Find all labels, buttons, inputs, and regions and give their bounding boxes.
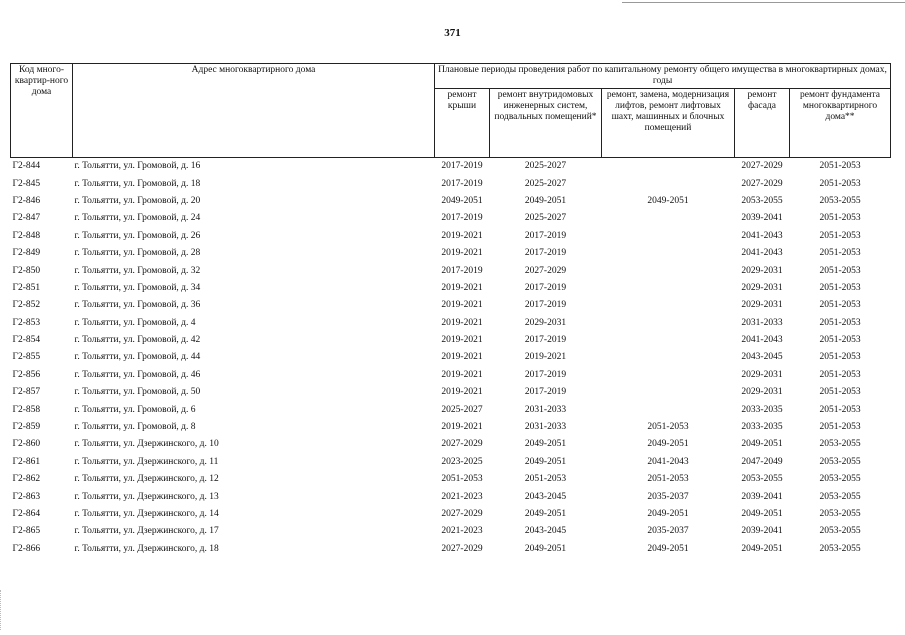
cell-lifts: 2049-2051: [647, 543, 689, 554]
cell-engineering: 2017-2019: [524, 230, 567, 241]
cell-roof: 2017-2019: [441, 213, 483, 224]
cell-code: Г2-848: [12, 230, 41, 241]
cell-facade: 2029-2031: [741, 387, 783, 398]
table-row: [11, 384, 891, 401]
cell-roof: 2021-2023: [441, 491, 483, 502]
cell-address: г. Тольятти, ул. Громовой, д. 28: [74, 248, 201, 259]
cell-facade: 2027-2029: [741, 161, 783, 172]
cell-lifts: 2049-2051: [647, 509, 689, 519]
cell-code: Г2-849: [12, 248, 41, 259]
cell-address: г. Тольятти, ул. Дзержинского, д. 14: [74, 509, 219, 519]
cell-engineering: 2025-2027: [524, 178, 567, 189]
table-row: [11, 280, 891, 297]
cell-code: Г2-855: [12, 352, 41, 363]
cell-engineering: 2029-2031: [524, 317, 567, 328]
cell-engineering: 2043-2045: [524, 491, 567, 502]
cell-address: г. Тольятти, ул. Громовой, д. 18: [74, 178, 201, 189]
cell-engineering: 2017-2019: [524, 335, 567, 346]
cell-roof: 2021-2023: [441, 526, 483, 537]
cell-foundation: 2051-2053: [819, 422, 861, 433]
cell-facade: 2039-2041: [741, 526, 783, 537]
cell-foundation: 2053-2055: [819, 491, 861, 502]
cell-roof: 2019-2021: [441, 317, 483, 328]
cell-lifts: 2049-2051: [647, 439, 689, 450]
cell-address: г. Тольятти, ул. Дзержинского, д. 17: [74, 526, 219, 537]
cell-facade: 2039-2041: [741, 491, 783, 502]
cell-foundation: 2051-2053: [819, 178, 861, 189]
cell-engineering: 2025-2027: [524, 213, 567, 224]
cell-address: г. Тольятти, ул. Громовой, д. 50: [74, 387, 201, 398]
cell-engineering: 2019-2021: [524, 352, 567, 363]
cell-code: Г2-850: [12, 265, 41, 276]
table-row: [11, 488, 891, 505]
cell-code: Г2-862: [12, 474, 41, 485]
cell-foundation: 2051-2053: [819, 161, 861, 172]
cell-roof: 2025-2027: [441, 404, 483, 415]
cell-lifts: 2035-2037: [647, 491, 689, 502]
cell-address: г. Тольятти, ул. Дзержинского, д. 12: [74, 474, 219, 485]
table-row: [11, 401, 891, 418]
cell-address: г. Тольятти, ул. Громовой, д. 8: [74, 422, 196, 433]
table-row: [11, 175, 891, 192]
cell-roof: 2019-2021: [441, 248, 483, 259]
cell-roof: 2017-2019: [441, 161, 483, 172]
cell-facade: 2041-2043: [741, 248, 783, 259]
cell-roof: 2051-2053: [441, 474, 483, 485]
cell-lifts: [602, 210, 735, 227]
cell-code: Г2-846: [12, 195, 41, 206]
cell-roof: 2019-2021: [441, 369, 483, 380]
cell-lifts: [602, 315, 735, 332]
cell-address: г. Тольятти, ул. Громовой, д. 44: [74, 352, 201, 363]
cell-engineering: 2049-2051: [524, 509, 567, 519]
cell-engineering: 2017-2019: [524, 369, 567, 380]
cell-address: г. Тольятти, ул. Громовой, д. 24: [74, 213, 201, 224]
cell-facade: 2041-2043: [741, 230, 783, 241]
cell-lifts: 2035-2037: [647, 526, 689, 537]
cell-roof: 2019-2021: [441, 282, 483, 293]
cell-foundation: 2051-2053: [819, 265, 861, 276]
cell-code: Г2-859: [12, 422, 41, 433]
cell-address: г. Тольятти, ул. Громовой, д. 26: [74, 230, 201, 241]
table-row: [11, 419, 891, 436]
cell-code: Г2-863: [12, 491, 41, 502]
cell-roof: 2019-2021: [441, 230, 483, 241]
cell-facade: 2033-2035: [741, 422, 783, 433]
cell-roof: 2027-2029: [441, 509, 483, 519]
cell-code: Г2-866: [12, 543, 41, 554]
table-row: [11, 367, 891, 384]
header-engineering: ремонт внутридомовых инженерных систем, подвальных помещений*: [490, 89, 602, 158]
cell-roof: 2019-2021: [441, 352, 483, 363]
cell-foundation: 2051-2053: [819, 369, 861, 380]
cell-engineering: 2043-2045: [524, 526, 567, 537]
header-code: Код много-квартир-ного дома: [11, 64, 73, 158]
header-foundation: ремонт фундамента многоквартирного дома**: [790, 89, 891, 158]
cell-facade: 2029-2031: [741, 300, 783, 311]
cell-roof: 2019-2021: [441, 387, 483, 398]
cell-code: Г2-864: [12, 509, 41, 519]
cell-address: г. Тольятти, ул. Дзержинского, д. 11: [74, 456, 219, 467]
cell-lifts: [602, 367, 735, 384]
cell-facade: 2049-2051: [741, 439, 783, 450]
cell-address: г. Тольятти, ул. Громовой, д. 4: [74, 317, 196, 328]
cell-code: Г2-861: [12, 456, 41, 467]
cell-address: г. Тольятти, ул. Громовой, д. 20: [74, 195, 201, 206]
table-row: [11, 315, 891, 332]
cell-address: г. Тольятти, ул. Громовой, д. 46: [74, 369, 201, 380]
cell-code: Г2-854: [12, 335, 41, 346]
cell-code: Г2-860: [12, 439, 41, 450]
cell-code: Г2-847: [12, 213, 41, 224]
cell-engineering: 2025-2027: [524, 161, 567, 172]
cell-address: г. Тольятти, ул. Громовой, д. 16: [74, 161, 201, 172]
cell-engineering: 2051-2053: [524, 474, 567, 485]
cell-lifts: 2049-2051: [647, 195, 689, 206]
cell-engineering: 2031-2033: [524, 404, 567, 415]
cell-foundation: 2053-2055: [819, 474, 861, 485]
cell-address: г. Тольятти, ул. Громовой, д. 34: [74, 282, 201, 293]
cell-address: г. Тольятти, ул. Громовой, д. 42: [74, 335, 201, 346]
cell-lifts: [602, 297, 735, 314]
cell-foundation: 2053-2055: [819, 456, 861, 467]
cell-engineering: 2017-2019: [524, 300, 567, 311]
cell-lifts: [602, 349, 735, 366]
table-row: [11, 541, 891, 558]
cell-lifts: [602, 228, 735, 245]
cell-foundation: 2051-2053: [819, 282, 861, 293]
cell-code: Г2-856: [12, 369, 41, 380]
header-lifts: ремонт, замена, модернизация лифтов, ремонт лифтовых шахт, машинных и блочных помещений: [602, 89, 735, 158]
scan-edge-mark: [0, 590, 6, 630]
cell-engineering: 2017-2019: [524, 282, 567, 293]
cell-engineering: 2017-2019: [524, 387, 567, 398]
table-row: [11, 262, 891, 279]
cell-lifts: [602, 332, 735, 349]
cell-engineering: 2027-2029: [524, 265, 567, 276]
cell-roof: 2027-2029: [441, 439, 483, 450]
cell-code: Г2-845: [12, 178, 41, 189]
cell-facade: 2047-2049: [741, 456, 783, 467]
header-periods: Плановые периоды проведения работ по капитальному ремонту общего имущества в многоквартирных домах, годы: [435, 64, 891, 89]
cell-foundation: 2051-2053: [819, 387, 861, 398]
cell-foundation: 2051-2053: [819, 317, 861, 328]
cell-foundation: 2051-2053: [819, 335, 861, 346]
cell-lifts: [602, 280, 735, 297]
cell-facade: 2029-2031: [741, 369, 783, 380]
cell-address: г. Тольятти, ул. Дзержинского, д. 13: [74, 491, 219, 502]
cell-engineering: 2049-2051: [524, 456, 567, 467]
cell-lifts: [602, 384, 735, 401]
cell-foundation: 2053-2055: [819, 526, 861, 537]
cell-foundation: 2051-2053: [819, 352, 861, 363]
cell-foundation: 2051-2053: [819, 300, 861, 311]
cell-code: Г2-857: [12, 387, 41, 398]
table-row: [11, 349, 891, 366]
cell-lifts: [602, 262, 735, 279]
capital-repair-table: [10, 63, 891, 558]
cell-facade: 2049-2051: [741, 509, 783, 519]
table-row: [11, 506, 891, 523]
cell-engineering: 2031-2033: [524, 422, 567, 433]
cell-foundation: 2053-2055: [819, 509, 861, 519]
cell-foundation: 2053-2055: [819, 543, 861, 554]
table-body: [11, 158, 891, 558]
cell-foundation: 2053-2055: [819, 195, 861, 206]
cell-lifts: [602, 245, 735, 262]
cell-roof: 2023-2025: [441, 456, 483, 467]
cell-facade: 2031-2033: [741, 317, 783, 328]
cell-facade: 2029-2031: [741, 282, 783, 293]
cell-foundation: 2051-2053: [819, 404, 861, 415]
cell-lifts: 2041-2043: [647, 456, 689, 467]
cell-facade: 2039-2041: [741, 213, 783, 224]
table-row: [11, 245, 891, 262]
cell-code: Г2-858: [12, 404, 41, 415]
cell-roof: 2019-2021: [441, 335, 483, 346]
cell-engineering: 2049-2051: [524, 439, 567, 450]
cell-roof: 2017-2019: [441, 265, 483, 276]
cell-engineering: 2049-2051: [524, 543, 567, 554]
cell-lifts: 2051-2053: [647, 474, 689, 485]
cell-lifts: 2051-2053: [647, 422, 689, 433]
header-roof: ремонт крыши: [435, 89, 490, 158]
cell-facade: 2049-2051: [741, 543, 783, 554]
cell-facade: 2043-2045: [741, 352, 783, 363]
table-row: [11, 228, 891, 245]
cell-address: г. Тольятти, ул. Громовой, д. 32: [74, 265, 201, 276]
table-row: [11, 210, 891, 227]
cell-roof: 2017-2019: [441, 178, 483, 189]
cell-foundation: 2051-2053: [819, 230, 861, 241]
table-row: [11, 297, 891, 314]
cell-address: г. Тольятти, ул. Дзержинского, д. 18: [74, 543, 219, 554]
top-rule: [622, 2, 905, 3]
cell-roof: 2049-2051: [441, 195, 483, 206]
cell-lifts: [602, 175, 735, 192]
header-facade: ремонт фасада: [735, 89, 790, 158]
cell-facade: 2027-2029: [741, 178, 783, 189]
table-row: [11, 436, 891, 453]
cell-facade: 2033-2035: [741, 404, 783, 415]
table-row: [11, 523, 891, 540]
cell-facade: 2053-2055: [741, 474, 783, 485]
header-address: Адрес многоквартирного дома: [73, 64, 435, 158]
cell-code: Г2-853: [12, 317, 41, 328]
cell-foundation: 2051-2053: [819, 248, 861, 259]
cell-facade: 2041-2043: [741, 335, 783, 346]
table-row: [11, 193, 891, 210]
table-row: [11, 454, 891, 471]
cell-code: Г2-865: [12, 526, 41, 537]
cell-code: Г2-851: [12, 282, 41, 293]
table-row: [11, 158, 891, 176]
cell-lifts: [602, 401, 735, 418]
cell-foundation: 2053-2055: [819, 439, 861, 450]
table-row: [11, 332, 891, 349]
cell-code: Г2-852: [12, 300, 41, 311]
cell-address: г. Тольятти, ул. Громовой, д. 36: [74, 300, 201, 311]
cell-facade: 2053-2055: [741, 195, 783, 206]
cell-address: г. Тольятти, ул. Дзержинского, д. 10: [74, 439, 219, 450]
cell-lifts: [602, 158, 735, 176]
table-row: [11, 471, 891, 488]
cell-address: г. Тольятти, ул. Громовой, д. 6: [74, 404, 196, 415]
cell-roof: 2027-2029: [441, 543, 483, 554]
cell-facade: 2029-2031: [741, 265, 783, 276]
cell-engineering: 2017-2019: [524, 248, 567, 259]
cell-engineering: 2049-2051: [524, 195, 567, 206]
cell-roof: 2019-2021: [441, 422, 483, 433]
cell-foundation: 2051-2053: [819, 213, 861, 224]
cell-code: Г2-844: [12, 161, 41, 172]
page-number: 371: [444, 27, 461, 39]
cell-roof: 2019-2021: [441, 300, 483, 311]
